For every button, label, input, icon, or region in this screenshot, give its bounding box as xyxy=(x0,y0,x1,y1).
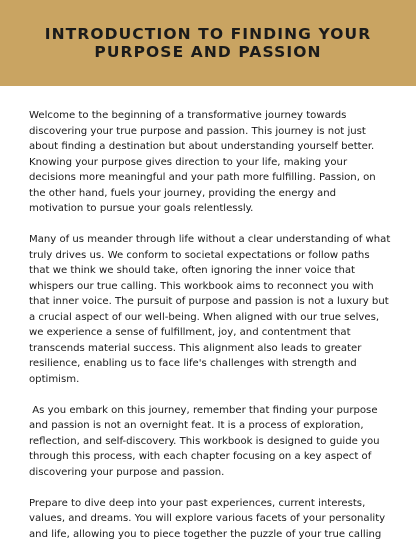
paragraph-embark: As you embark on this journey, remember that finding your purpose and passion is not an overnight feat. It is a process of exploration, reflection, and self-discovery. This workbook is designed to guide you through this process, with each chapter focusing on a key aspect of discovering your purpose and passion. xyxy=(29,404,383,478)
paragraph-prepare: Prepare to dive deep into your past experiences, current interests, values, and dreams. You will explore various facets of your personality and life, allowing you to piece together the puzzle of your true calling xyxy=(29,497,389,540)
body-text xyxy=(29,108,393,558)
page-title xyxy=(45,25,372,61)
header-band xyxy=(0,0,416,86)
paragraph-meander: Many of us meander through life without a clear understanding of what truly drives us. We conform to societal expectations or follow paths that we think we should take, often ignoring the inner voice that whispers our true calling. This workbook aims to reconnect you with that inner voice. The pursuit of purpose and passion is not a luxury but a crucial aspect of our well-being. When aligned with our true selves, we experience a sense of fulfillment, joy, and contentment that transcends material success. This alignment also leads to greater resilience, enabling us to face life's challenges with strength and optimism. xyxy=(29,234,394,385)
paragraph-welcome: Welcome to the beginning of a transformative journey towards discovering your true purpose and passion. This journey is not just about finding a destination but about understanding yourself better. Knowing your purpose gives direction to your life, making your decisions more meaningful and your path more fulfilling. Passion, on the other hand, fuels your journey, providing the energy and motivation to pursue your goals relentlessly. xyxy=(29,110,379,214)
page-title-line-2: PURPOSE AND PASSION xyxy=(94,43,322,61)
page-title-line-1: INTRODUCTION TO FINDING YOUR xyxy=(44,25,372,43)
